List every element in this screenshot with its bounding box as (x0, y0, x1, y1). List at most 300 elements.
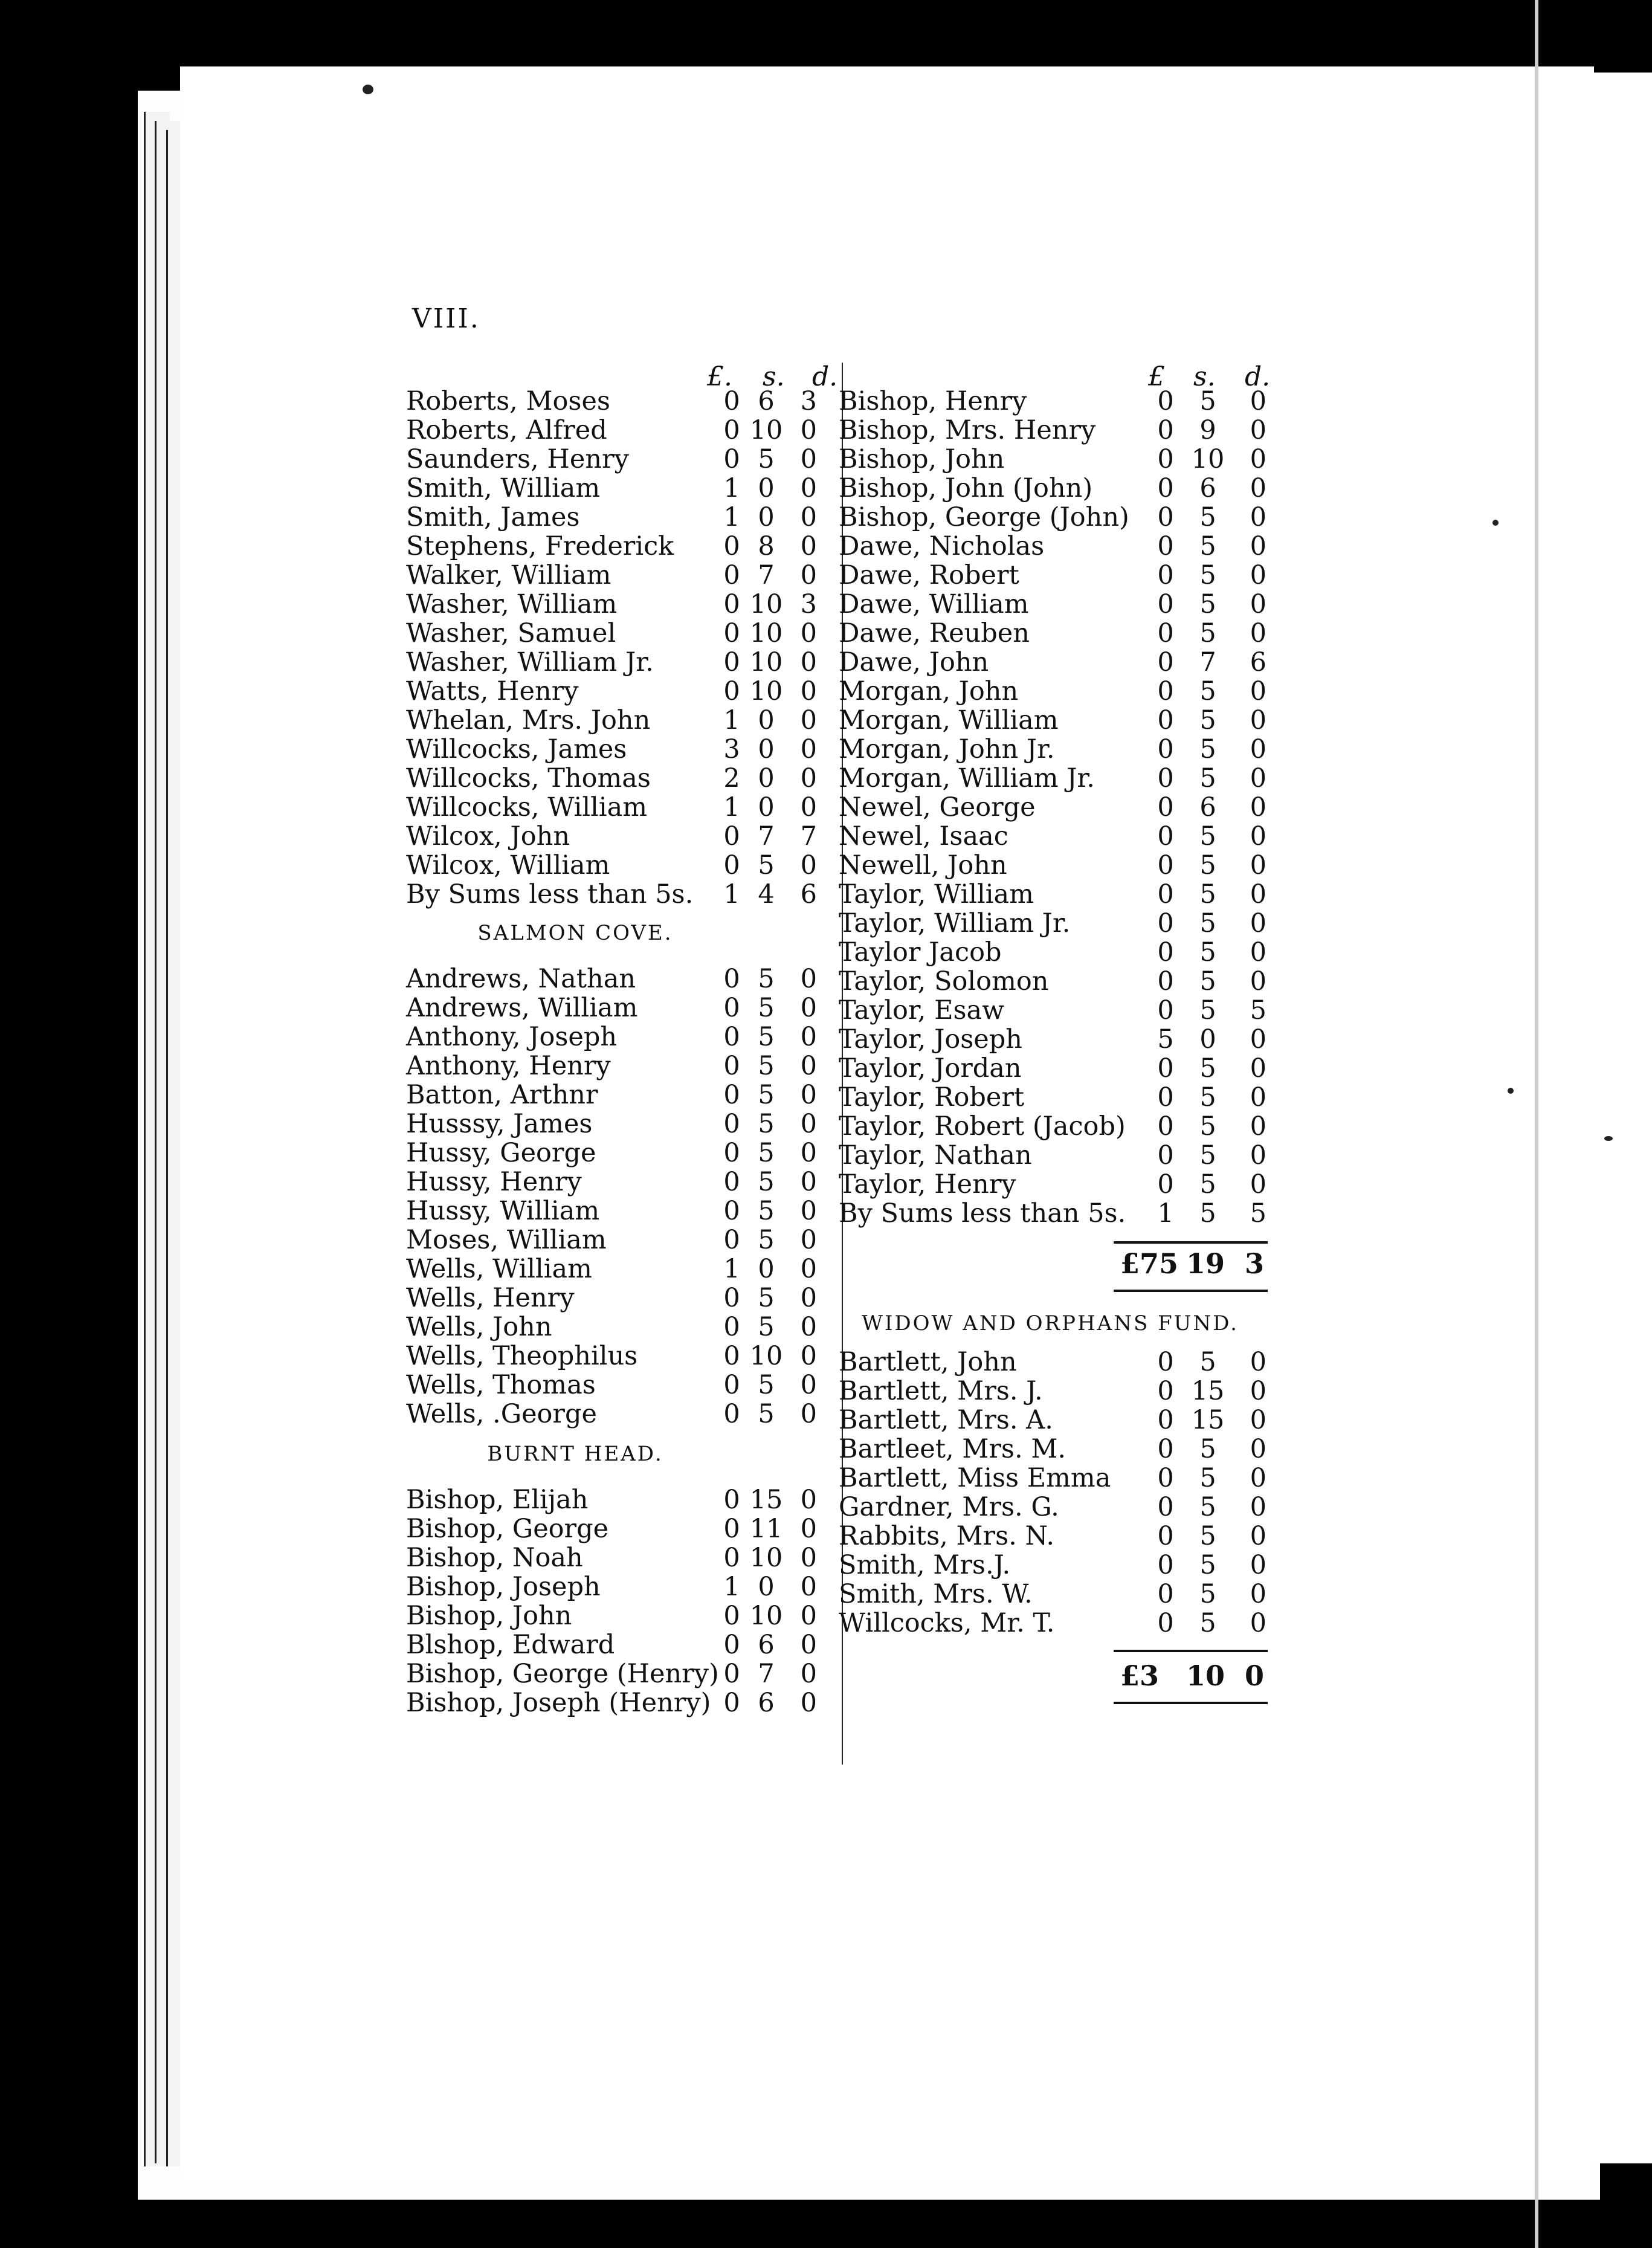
pounds-value: 0 (723, 1225, 740, 1255)
shillings-value: 6 (1199, 792, 1216, 822)
subscriber-name: Morgan, John Jr. (839, 734, 1055, 764)
shillings-value: 5 (1199, 850, 1216, 880)
pence-value: 0 (800, 1572, 817, 1602)
pence-value: 0 (800, 1312, 817, 1342)
pounds-value: 0 (1157, 473, 1174, 503)
pounds-value: 0 (723, 964, 740, 994)
pence-value: 7 (800, 821, 817, 851)
ledger-row (406, 1572, 841, 1601)
subscriber-name: Dawe, Nicholas (839, 531, 1045, 561)
pounds-value: 0 (723, 647, 740, 677)
ledger-row (839, 996, 1274, 1025)
pence-value: 0 (800, 964, 817, 994)
ledger-row (839, 561, 1274, 590)
ledger-row (406, 532, 841, 561)
total-pounds: £75 (1120, 1247, 1179, 1280)
ledger-row (406, 1022, 841, 1051)
pence-value: 0 (1250, 415, 1266, 445)
pounds-value: 0 (723, 676, 740, 706)
subscriber-name: Anthony, Joseph (406, 1022, 618, 1052)
pounds-value: 3 (723, 734, 740, 764)
ledger-row (839, 764, 1274, 793)
shillings-value: 7 (758, 1659, 775, 1689)
pounds-value: 0 (723, 1080, 740, 1110)
pence-value: 0 (800, 1601, 817, 1631)
pounds-value: 0 (723, 386, 740, 416)
ledger-row (406, 764, 841, 793)
shillings-value: 5 (1199, 734, 1216, 764)
pence-value: 0 (800, 1543, 817, 1573)
subscriber-name: Willcocks, James (406, 734, 627, 764)
pounds-value: 0 (1157, 908, 1174, 938)
pence-value: 0 (1250, 734, 1266, 764)
ledger-row (839, 851, 1274, 880)
pence-value: 0 (1250, 1434, 1266, 1464)
pence-value: 0 (1250, 1521, 1266, 1551)
ledger-row (839, 1083, 1274, 1112)
shillings-value: 5 (1199, 1111, 1216, 1142)
subscriber-name: Bishop, Joseph (406, 1572, 601, 1602)
shillings-value: 10 (749, 415, 783, 445)
pence-value: 0 (1250, 850, 1266, 880)
shillings-header: s. (763, 361, 785, 392)
subscriber-name: Taylor, Jordan (839, 1053, 1022, 1084)
pence-value: 5 (1250, 1198, 1266, 1229)
subscriber-name: Saunders, Henry (406, 444, 629, 474)
pounds-value: 1 (723, 879, 740, 909)
ledger-row (406, 793, 841, 822)
subscriber-name: Anthony, Henry (406, 1051, 611, 1081)
ledger-row (839, 1522, 1274, 1551)
pounds-header-right: £ (1148, 361, 1165, 392)
pence-value: 0 (800, 1630, 817, 1660)
pence-value: 0 (1250, 1024, 1266, 1055)
pounds-value: 0 (1157, 1463, 1174, 1493)
ledger-row (839, 474, 1274, 503)
subscriber-name: Taylor, William (839, 879, 1034, 909)
shillings-value: 0 (758, 705, 775, 735)
pounds-value: 0 (723, 1370, 740, 1400)
pence-value: 0 (800, 618, 817, 648)
shillings-value: 11 (749, 1514, 783, 1544)
subscriber-name: Bishop, Noah (406, 1543, 583, 1573)
shillings-value: 5 (1199, 879, 1216, 909)
pounds-value: 0 (723, 993, 740, 1023)
scan-speck (1492, 520, 1499, 526)
pence-value: 0 (1250, 386, 1266, 416)
subscriber-name: Taylor, Robert (Jacob) (839, 1111, 1126, 1142)
pence-value: 0 (800, 792, 817, 822)
ledger-row (839, 822, 1274, 851)
pounds-value: 0 (723, 1688, 740, 1718)
pence-value: 0 (800, 850, 817, 880)
pounds-value: 0 (723, 1051, 740, 1081)
pence-value: 0 (1250, 1550, 1266, 1580)
pence-value: 0 (1250, 1492, 1266, 1522)
pence-value: 0 (1250, 1463, 1266, 1493)
shillings-value: 5 (758, 1399, 775, 1429)
pounds-value: 0 (1157, 1492, 1174, 1522)
pence-value: 0 (800, 1196, 817, 1226)
total-rule (1114, 1241, 1268, 1244)
shillings-value: 5 (758, 1196, 775, 1226)
pounds-value: 1 (723, 705, 740, 735)
subscriber-name: Taylor, Robert (839, 1082, 1025, 1113)
subscriber-name: Bartlett, Mrs. A. (839, 1405, 1053, 1435)
subscriber-name: Roberts, Moses (406, 386, 610, 416)
pounds-value: 0 (1157, 850, 1174, 880)
subscriber-name: Willcocks, Mr. T. (839, 1608, 1055, 1638)
ledger-row (406, 1601, 841, 1630)
ledger-row (406, 1659, 841, 1688)
total-rule (1114, 1290, 1268, 1292)
subscriber-name: Taylor Jacob (839, 937, 1002, 967)
ledger-row (839, 1551, 1274, 1580)
subscriber-name: Bishop, John (406, 1601, 572, 1631)
subscriber-name: Moses, William (406, 1225, 607, 1255)
ledger-row (406, 1342, 841, 1371)
pounds-value: 0 (723, 618, 740, 648)
pence-value: 0 (1250, 1082, 1266, 1113)
subscriber-name: Taylor, Henry (839, 1169, 1016, 1200)
subscriber-name: Bartlett, Miss Emma (839, 1463, 1111, 1493)
pounds-value: 0 (723, 560, 740, 590)
pounds-header: £. (707, 361, 732, 392)
pence-value: 0 (1250, 908, 1266, 938)
pence-value: 0 (1250, 502, 1266, 532)
pence-value: 0 (1250, 676, 1266, 706)
shillings-value: 0 (758, 763, 775, 793)
subscriber-name: Bartlett, Mrs. J. (839, 1376, 1043, 1406)
ledger-row (839, 1406, 1274, 1435)
pence-value: 0 (1250, 560, 1266, 590)
pounds-value: 0 (723, 1514, 740, 1544)
subscriber-name: Smith, William (406, 473, 601, 503)
pence-value: 0 (800, 1688, 817, 1718)
subscriber-name: Bishop, Elijah (406, 1485, 589, 1515)
subscriber-name: Bishop, George (Henry) (406, 1659, 719, 1689)
subscriber-name: Batton, Arthnr (406, 1080, 598, 1110)
subscriber-name: Smith, James (406, 502, 580, 532)
shillings-value: 15 (749, 1485, 783, 1515)
subscriber-name: Bishop, George (406, 1514, 609, 1544)
pence-value: 0 (1250, 1405, 1266, 1435)
ledger-row (839, 1464, 1274, 1493)
ledger-row (839, 387, 1274, 416)
page-spine (1535, 0, 1538, 2248)
shillings-value: 5 (1199, 1608, 1216, 1638)
pence-value: 0 (800, 1659, 817, 1689)
ledger-row (839, 1170, 1274, 1199)
subscriber-name: Smith, Mrs.J. (839, 1550, 1011, 1580)
pence-value: 0 (800, 676, 817, 706)
shillings-value: 5 (1199, 502, 1216, 532)
pounds-value: 0 (1157, 647, 1174, 677)
subscriber-name: Bartlett, John (839, 1347, 1017, 1377)
total-shillings: 10 (1186, 1659, 1225, 1692)
shillings-value: 10 (749, 589, 783, 619)
subscriber-name: Taylor, William Jr. (839, 908, 1071, 938)
section-title: BURNT HEAD. (487, 1442, 663, 1466)
pence-header-right: d. (1245, 361, 1271, 392)
ledger-row (839, 880, 1274, 909)
pence-value: 0 (1250, 1053, 1266, 1084)
pence-value: 0 (800, 1514, 817, 1544)
ledger-row (406, 1313, 841, 1342)
shillings-value: 15 (1191, 1376, 1225, 1406)
pence-value: 0 (800, 1254, 817, 1284)
pounds-value: 0 (1157, 560, 1174, 590)
pence-value: 0 (1250, 937, 1266, 967)
ledger-row (839, 735, 1274, 764)
ledger-row (406, 416, 841, 445)
subscriber-name: Taylor, Esaw (839, 995, 1004, 1025)
pence-value: 0 (800, 531, 817, 561)
subscriber-name: Watts, Henry (406, 676, 579, 706)
subscriber-name: Washer, Samuel (406, 618, 616, 648)
ledger-row (839, 1141, 1274, 1170)
ledger-row (406, 993, 841, 1022)
pounds-value: 0 (1157, 995, 1174, 1025)
pounds-value: 0 (1157, 618, 1174, 648)
subscriber-name: Taylor, Joseph (839, 1024, 1022, 1055)
ledger-row (406, 503, 841, 532)
ledger-row (406, 1226, 841, 1255)
pounds-value: 0 (723, 1138, 740, 1168)
pounds-value: 0 (1157, 821, 1174, 851)
ledger-row (839, 445, 1274, 474)
shillings-header-right: s. (1193, 361, 1216, 392)
pounds-value: 0 (1157, 676, 1174, 706)
subscriber-name: Walker, William (406, 560, 611, 590)
shillings-value: 5 (1199, 1198, 1216, 1229)
shillings-value: 5 (758, 850, 775, 880)
subscriber-name: Dawe, William (839, 589, 1029, 619)
pounds-value: 0 (1157, 386, 1174, 416)
shillings-value: 5 (1199, 560, 1216, 590)
shillings-value: 5 (758, 1283, 775, 1313)
pounds-value: 0 (723, 1283, 740, 1313)
ledger-row (406, 1051, 841, 1080)
pounds-value: 0 (1157, 1608, 1174, 1638)
ledger-row (406, 1284, 841, 1313)
subscriber-name: By Sums less than 5s. (406, 879, 694, 909)
subscriber-name: Morgan, William (839, 705, 1059, 735)
pounds-value: 0 (723, 1485, 740, 1515)
pence-value: 6 (800, 879, 817, 909)
pence-value: 0 (800, 763, 817, 793)
shillings-value: 5 (1199, 1492, 1216, 1522)
pounds-value: 2 (723, 763, 740, 793)
ledger-row (839, 909, 1274, 938)
pounds-value: 0 (1157, 734, 1174, 764)
pounds-value: 5 (1157, 1024, 1174, 1055)
subscriber-name: Wells, Theophilus (406, 1341, 638, 1371)
ledger-row (839, 1025, 1274, 1054)
shillings-value: 5 (1199, 1347, 1216, 1377)
subscriber-name: Bishop, George (John) (839, 502, 1129, 532)
shillings-value: 5 (1199, 1521, 1216, 1551)
pence-value: 0 (1250, 618, 1266, 648)
subscriber-name: Bishop, Henry (839, 386, 1027, 416)
subscriber-name: Wilcox, William (406, 850, 610, 880)
ledger-row (406, 1255, 841, 1284)
shillings-value: 5 (758, 1225, 775, 1255)
pence-value: 0 (1250, 1169, 1266, 1200)
shillings-value: 0 (758, 734, 775, 764)
pence-value: 0 (800, 1022, 817, 1052)
ledger-row (839, 1348, 1274, 1377)
total-pence: 3 (1245, 1247, 1265, 1280)
pounds-value: 0 (723, 1109, 740, 1139)
shillings-value: 9 (1199, 415, 1216, 445)
pounds-value: 0 (723, 415, 740, 445)
pence-value: 0 (800, 647, 817, 677)
total-pounds: £3 (1120, 1659, 1160, 1692)
subscriber-name: Stephens, Frederick (406, 531, 674, 561)
shillings-value: 7 (758, 821, 775, 851)
pounds-value: 0 (723, 444, 740, 474)
ledger-row (406, 706, 841, 735)
ledger-row (406, 964, 841, 993)
pounds-value: 1 (1157, 1198, 1174, 1229)
subscriber-name: Husssy, James (406, 1109, 593, 1139)
subscriber-name: Andrews, Nathan (406, 964, 636, 994)
subscriber-name: Wells, Henry (406, 1283, 575, 1313)
subscriber-name: Morgan, William Jr. (839, 763, 1095, 793)
shillings-value: 5 (1199, 1550, 1216, 1580)
scan-speck (1508, 1088, 1514, 1094)
pence-value: 0 (1250, 531, 1266, 561)
ledger-row (839, 619, 1274, 648)
shillings-value: 6 (1199, 473, 1216, 503)
pence-value: 0 (800, 1485, 817, 1515)
total-rule (1114, 1702, 1268, 1704)
pence-value: 0 (800, 1370, 817, 1400)
pounds-value: 0 (723, 1341, 740, 1371)
ledger-row (839, 416, 1274, 445)
shillings-value: 4 (758, 879, 775, 909)
ledger-row (839, 938, 1274, 967)
shillings-value: 5 (1199, 1140, 1216, 1171)
pounds-value: 0 (723, 1196, 740, 1226)
pounds-value: 0 (1157, 792, 1174, 822)
pounds-value: 0 (1157, 1550, 1174, 1580)
pounds-value: 0 (723, 531, 740, 561)
shillings-value: 0 (1199, 1024, 1216, 1055)
ledger-row (406, 677, 841, 706)
pence-value: 0 (1250, 821, 1266, 851)
ledger-row (406, 474, 841, 503)
shillings-value: 5 (758, 1370, 775, 1400)
ledger-row (839, 1435, 1274, 1464)
pounds-value: 0 (1157, 879, 1174, 909)
shillings-value: 5 (1199, 386, 1216, 416)
facing-page-edge (1547, 73, 1652, 2163)
ledger-row (406, 1514, 841, 1543)
section-title: WIDOW AND ORPHANS FUND. (862, 1311, 1239, 1336)
pence-value: 0 (800, 1138, 817, 1168)
pounds-value: 0 (723, 1399, 740, 1429)
pence-value: 0 (800, 444, 817, 474)
subscriber-name: Andrews, William (406, 993, 638, 1023)
pounds-value: 0 (1157, 415, 1174, 445)
ledger-row (406, 445, 841, 474)
pence-value: 0 (800, 560, 817, 590)
pence-value: 0 (1250, 1347, 1266, 1377)
pounds-value: 1 (723, 1572, 740, 1602)
pounds-value: 0 (1157, 1111, 1174, 1142)
shillings-value: 5 (758, 964, 775, 994)
shillings-value: 5 (1199, 705, 1216, 735)
pounds-value: 1 (723, 792, 740, 822)
subscriber-name: Wells, William (406, 1254, 592, 1284)
pence-value: 0 (1250, 705, 1266, 735)
shillings-value: 5 (1199, 908, 1216, 938)
subscriber-name: Washer, William (406, 589, 618, 619)
pence-value: 0 (1250, 1608, 1266, 1638)
shillings-value: 5 (1199, 937, 1216, 967)
shillings-value: 6 (758, 386, 775, 416)
shillings-value: 10 (1191, 444, 1225, 474)
shillings-value: 5 (1199, 676, 1216, 706)
ledger-row (406, 1400, 841, 1429)
ledger-row (839, 503, 1274, 532)
pounds-value: 0 (723, 1543, 740, 1573)
subscriber-name: Wells, John (406, 1312, 552, 1342)
ledger-row (406, 851, 841, 880)
ledger-row (406, 1080, 841, 1109)
pounds-value: 0 (723, 1601, 740, 1631)
shillings-value: 0 (758, 1572, 775, 1602)
ledger-row (839, 590, 1274, 619)
shillings-value: 5 (1199, 1082, 1216, 1113)
pence-value: 5 (1250, 995, 1266, 1025)
shillings-value: 5 (1199, 531, 1216, 561)
pounds-value: 0 (1157, 705, 1174, 735)
subscriber-name: Wells, Thomas (406, 1370, 596, 1400)
subscriber-name: Morgan, John (839, 676, 1019, 706)
shillings-value: 10 (749, 1543, 783, 1573)
shillings-value: 7 (1199, 647, 1216, 677)
ledger-row (406, 822, 841, 851)
pounds-value: 0 (1157, 966, 1174, 996)
ledger-row (839, 793, 1274, 822)
subscriber-name: Willcocks, William (406, 792, 648, 822)
shillings-value: 5 (758, 1167, 775, 1197)
ledger-row (406, 1543, 841, 1572)
pounds-value: 0 (723, 1630, 740, 1660)
subscriber-name: Bishop, Joseph (Henry) (406, 1688, 711, 1718)
shillings-value: 5 (1199, 1579, 1216, 1609)
ledger-row (406, 590, 841, 619)
subscriber-name: Smith, Mrs. W. (839, 1579, 1033, 1609)
ledger-row (406, 1371, 841, 1400)
pounds-value: 0 (723, 1659, 740, 1689)
ledger-row (406, 880, 841, 909)
pounds-value: 0 (1157, 589, 1174, 619)
pence-value: 0 (800, 1109, 817, 1139)
pence-value: 0 (1250, 966, 1266, 996)
scan-speck (363, 85, 373, 94)
pence-value: 0 (1250, 763, 1266, 793)
shillings-value: 10 (749, 1341, 783, 1371)
pence-value: 0 (800, 1283, 817, 1313)
pence-value: 0 (800, 1399, 817, 1429)
ledger-row (839, 1377, 1274, 1406)
ledger-row (839, 677, 1274, 706)
ledger-row (406, 387, 841, 416)
